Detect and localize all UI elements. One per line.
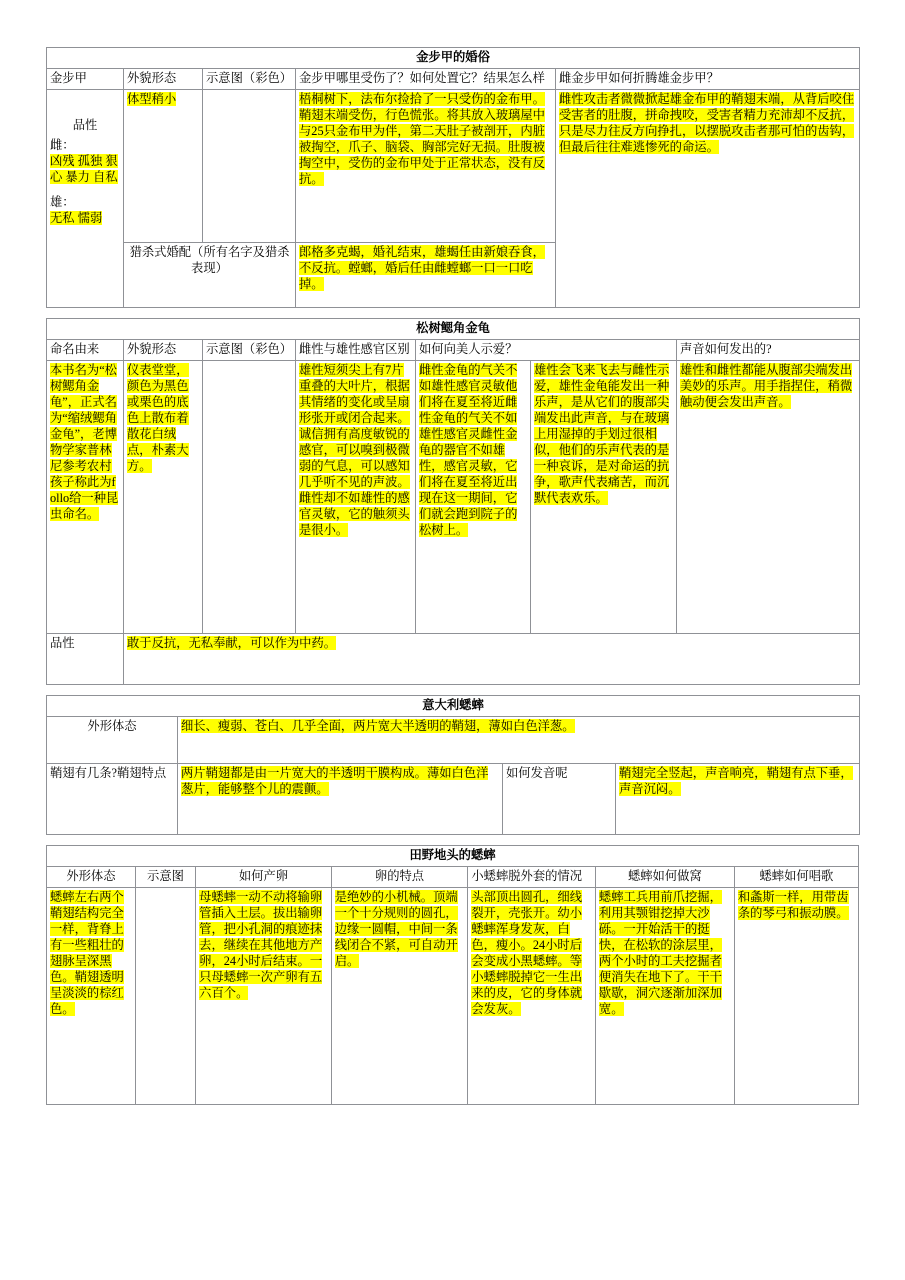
header-injury-question: 金步甲哪里受伤了？如何处置它？结果怎么样: [296, 68, 556, 89]
cell-hunt-mating-text: 郎格多克蝎，婚礼结束，雄蝎任由新娘吞食，不反抗。螳螂，婚后任由雌螳螂一口一口吃掉。: [296, 242, 556, 307]
table-tianye: [46, 845, 859, 1105]
header-female-torment-question: 雌金步甲如何折腾雄金步甲？: [556, 68, 860, 89]
cell-hunt-mating-label: 猎杀式婚配（所有名字及猎杀表现）: [124, 242, 296, 307]
header-diagram: 示意图（彩色）: [203, 339, 296, 360]
header-laying: 如何产卵: [196, 866, 332, 887]
header-diagram: 示意图（彩色）: [203, 68, 296, 89]
table-row: [47, 89, 860, 242]
header-appearance: 外貌形态: [124, 68, 203, 89]
cell-female-torment-text: 雌性攻击者微微掀起雄金布甲的鞘翅末端，从背后咬住受害者的肚腹，拼命拽咬，受害者精力充沛却不反抗，只是尽力往反方向挣扎，以摆脱攻击者那可怕的齿钩，但最后往往难逃惨死的命运。: [556, 89, 860, 307]
cell-appearance: 体型稍小: [124, 89, 203, 242]
header-nest: 蟋蟀如何做窝: [595, 866, 734, 887]
cell-wing-text: 两片鞘翅都是由一片宽大的半透明干膜构成。薄如白色洋葱片，能够整个儿的震颤。: [178, 763, 503, 834]
header-sense-difference: 雌性与雄性感官区别: [296, 339, 416, 360]
section-title-yidali: 意大利蟋蟀: [47, 695, 860, 716]
table-gap: [46, 685, 859, 695]
header-diagram: 示意图: [135, 866, 195, 887]
cell-sense-difference: 雄性短须尖上有7片重叠的大叶片，根据其情绪的变化或呈扇形张开或闭合起来。诚信拥有高度敏锐的感官，可以嗅到极微弱的气息，可以感知几乎听不见的声波。雌性却不如雄性的感官灵敏，它的触须头是很小。: [296, 360, 416, 633]
cell-quality-block: [47, 89, 124, 307]
table-row: [47, 763, 860, 834]
cell-sound-label: 如何发音呢: [503, 763, 616, 834]
header-molt: 小蟋蟀脱外套的情况: [468, 866, 596, 887]
cell-egg-text: 是绝妙的小机械。顶端一个十分规则的圆孔，边缘一圆帽，中间一条线闭合不紧，可自动开启。: [331, 887, 468, 1104]
cell-courtship-b: 雄性会飞来飞去与雌性示爱，雄性金龟能发出一种乐声，是从它们的腹部尖端发出此声音，与在玻璃上用湿掉的手划过很相似，他们的乐声代表的是一种哀诉，是对命运的抗争，歌声代表痛苦，而沉默代表欢乐。: [531, 360, 677, 633]
cell-naming-origin: 本书名为“松树鳃角金龟”，正式名为“缩绒鳃角金龟”，老博物学家普林尼参考农村孩子称此为follo给一种昆虫命名。: [47, 360, 124, 633]
section-title-tianye: 田野地头的蟋蟀: [47, 845, 859, 866]
quality-male-traits: 无私 懦弱: [50, 210, 103, 225]
cell-molt-text: 头部顶出圆孔，细线裂开，壳张开。幼小蟋蟀浑身发灰，白色，瘦小。24小时后会变成小黑蟋蟀。等小蟋蟀脱掉它一生出来的皮，它的身体就会发灰。: [468, 887, 596, 1104]
cell-wing-label: 鞘翅有几条?鞘翅特点: [47, 763, 178, 834]
table-row: [47, 887, 859, 1104]
cell-diagram: [203, 89, 296, 242]
cell-diagram: [135, 887, 195, 1104]
table-jinbujia: [46, 47, 860, 308]
table-gap: [46, 308, 859, 318]
header-sound: 声音如何发出的?: [677, 339, 860, 360]
section-title-jinbujia: 金步甲的婚俗: [47, 48, 860, 69]
cell-sing-text: 和螽斯一样，用带齿条的琴弓和振动膜。: [734, 887, 858, 1104]
table-row: [47, 68, 860, 89]
quality-female-traits: 凶残 孤独 狠心 暴力 自私: [50, 153, 118, 184]
header-shape: 外形体态: [47, 866, 136, 887]
header-egg: 卵的特点: [331, 866, 468, 887]
header-naming-origin: 命名由来: [47, 339, 124, 360]
quality-female-label: 雌：: [50, 137, 75, 152]
cell-sound-text: 雄性和雌性都能从腹部尖端发出美妙的乐声。用手指捏住，稍微触动便会发出声音。: [677, 360, 860, 633]
table-row: [47, 48, 860, 69]
header-courtship: 如何向美人示爱？: [416, 339, 677, 360]
table-row: [47, 339, 860, 360]
table-gap: [46, 835, 859, 845]
table-songshu: [46, 318, 860, 685]
header-sing: 蟋蟀如何唱歌: [734, 866, 858, 887]
table-row: [47, 633, 860, 684]
cell-courtship-a: 雌性金龟的气关不如雄性感官灵敏他们将在夏至将近雌性金龟的气关不如雄性感官灵雌性金龟的器官不如雄性，感官灵敏，它们将在夏至将近出现在这一期间，它们就会跑到院子的松树上。: [416, 360, 531, 633]
cell-injury-text: 梧桐树下，法布尔捡拾了一只受伤的金布甲。鞘翅末端受伤，行色慌张。将其放入玻璃屋中与25只金布甲为伴，第二天肚子被剖开，内脏被掏空，爪子、脑袋、胸部完好无损。肚腹被掏空中，受伤的金布甲处于正常状态，没有反抗。: [296, 89, 556, 242]
header-jinbujia: 金步甲: [47, 68, 124, 89]
quality-male-label: 雄：: [50, 194, 75, 209]
cell-quality-text: 敢于反抗，无私奉献，可以作为中药。: [124, 633, 860, 684]
quality-label: 品性: [72, 117, 98, 132]
cell-shape-text: 蟋蟀左右两个鞘翅结构完全一样，背脊上有一些粗壮的翅脉呈深黑色。鞘翅透明呈淡淡的棕红色。: [47, 887, 136, 1104]
cell-nest-text: 蟋蟀工兵用前爪挖掘，利用其颚钳挖掉大沙砾。一开始活干的挺快，在松软的涂层里，两个小时的工夫挖掘者便消失在地下了。干干歇歇，洞穴逐渐加深加宽。: [595, 887, 734, 1104]
cell-shape-label: 外形体态: [47, 716, 178, 763]
header-appearance: 外貌形态: [124, 339, 203, 360]
cell-quality-label: 品性: [47, 633, 124, 684]
cell-diagram: [203, 360, 296, 633]
cell-laying-text: 母蟋蟀一动不动将输卵管插入土层。拔出输卵管，把小孔洞的痕迹抹去，继续在其他地方产卵，24小时后结束。一只母蟋蟀一次产卵有五六百个。: [196, 887, 332, 1104]
table-row: [47, 318, 860, 339]
table-row: [47, 845, 859, 866]
table-row: [47, 695, 860, 716]
table-row: [47, 866, 859, 887]
cell-shape-text: 细长、瘦弱、苍白、几乎全面，两片宽大半透明的鞘翅，薄如白色洋葱。: [178, 716, 860, 763]
cell-sound-text: 鞘翅完全竖起，声音响亮，鞘翅有点下垂，声音沉闷。: [616, 763, 860, 834]
cell-appearance: 仪表堂堂，颜色为黑色或栗色的底色上散布着散花白绒点，朴素大方。: [124, 360, 203, 633]
table-row: [47, 360, 860, 633]
section-title-songshu: 松树鳃角金龟: [47, 318, 860, 339]
table-yidali: [46, 695, 860, 835]
table-row: [47, 716, 860, 763]
